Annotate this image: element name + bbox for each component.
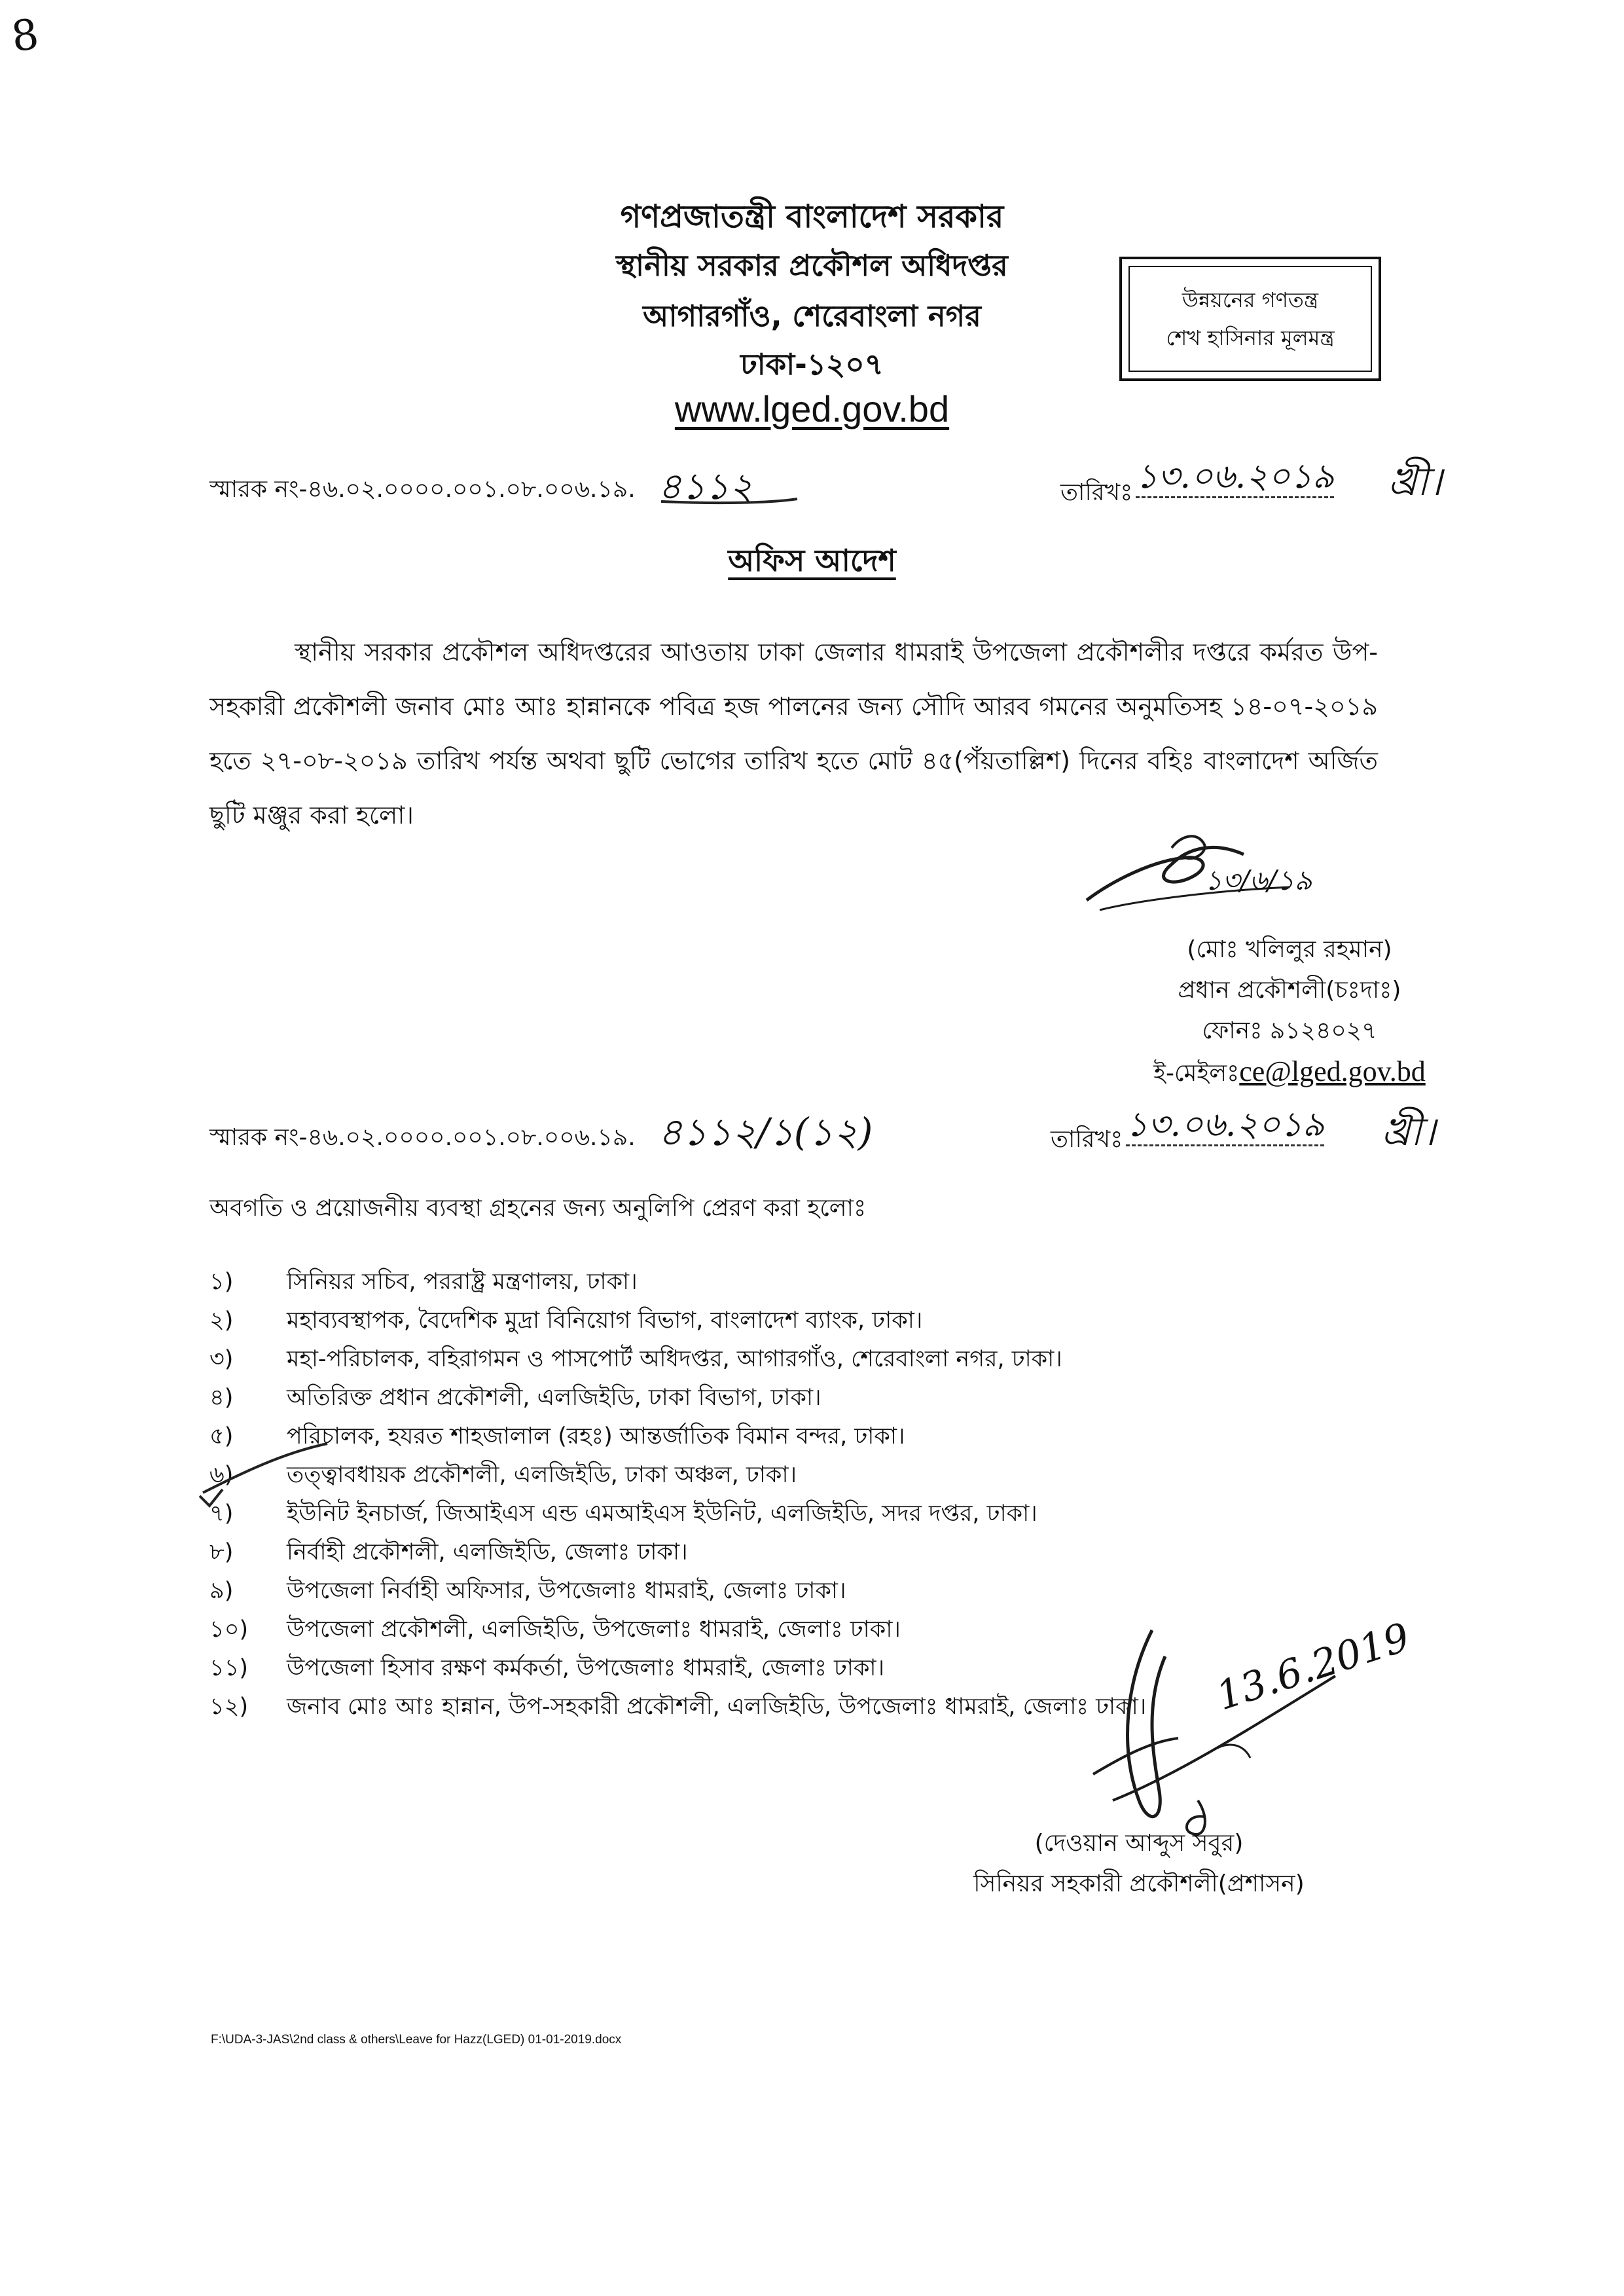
list-item-number: ৪): [209, 1385, 234, 1411]
list-item-text: নির্বাহী প্রকৌশলী, এলজিইডি, জেলাঃ ঢাকা।: [287, 1539, 688, 1565]
tick-marks: [183, 1434, 353, 1512]
list-item-number: ৮): [209, 1539, 234, 1565]
signature-2-date: 13.6.2019: [1211, 1614, 1416, 1720]
list-item-number: ২): [209, 1307, 234, 1334]
list-item-text: সিনিয়র সচিব, পররাষ্ট্র মন্ত্রণালয়, ঢাকা।: [287, 1269, 638, 1295]
signatory-2-block: [929, 1823, 1348, 1904]
signature-1-date: ১৩/৬/১৯: [1204, 864, 1312, 896]
list-item-text: জনাব মোঃ আঃ হান্নান, উপ-সহকারী প্রকৌশলী, এলজিইডি, উপজেলাঃ ধামরাই, জেলাঃ ঢাকা।: [287, 1694, 1147, 1720]
memo-date-label: তারিখঃ: [1060, 479, 1133, 506]
list-item-text: অতিরিক্ত প্রধান প্রকৌশলী, এলজিইডি, ঢাকা বিভাগ, ঢাকা।: [287, 1385, 821, 1411]
signatory-1-block: [1074, 930, 1506, 1094]
motto-line-2: শেখ হাসিনার মূলমন্ত্র: [1166, 325, 1335, 350]
memo2-date-label: তারিখঃ: [1051, 1126, 1123, 1153]
address-line: আগারগাঁও, শেরেবাংলা নগর: [643, 299, 981, 333]
department-title: স্থানীয় সরকার প্রকৌশল অধিদপ্তর: [616, 248, 1008, 283]
list-item-number: ১১): [209, 1655, 249, 1681]
memo2-date-handwritten: ১৩.০৬.২০১৯: [1126, 1105, 1324, 1146]
signatory-2-designation: সিনিয়র সহকারী প্রকৌশলী(প্রশাসন): [973, 1870, 1305, 1897]
city-line: ঢাকা-১২০৭: [740, 347, 884, 382]
memo2-date-suffix: খ্রী।: [1381, 1109, 1436, 1155]
memo-ref-handwritten: ৪১১২: [658, 465, 753, 508]
list-item-number: ৫): [209, 1423, 234, 1449]
list-item-text: উপজেলা প্রকৌশলী, এলজিইডি, উপজেলাঃ ধামরাই, জেলাঃ ঢাকা।: [287, 1616, 901, 1643]
govt-title: গণপ্রজাতন্ত্রী বাংলাদেশ সরকার: [620, 198, 1004, 235]
memo2-ref-handwritten: ৪১১২/১(১২): [658, 1110, 873, 1154]
motto-line-1: উন্নয়নের গণতন্ত্র: [1182, 287, 1319, 312]
memo2-ref-label: স্মারক নং-৪৬.০২.০০০০.০০১.০৮.০০৬.১৯.: [209, 1124, 636, 1151]
list-item-text: উপজেলা নির্বাহী অফিসার, উপজেলাঃ ধামরাই, জেলাঃ ঢাকা।: [287, 1578, 846, 1604]
order-body: স্থানীয় সরকার প্রকৌশল অধিদপ্তরের আওতায় ঢাকা জেলার ধামরাই উপজেলা প্রকৌশলীর দপ্তরে কর্মরত উপ-সহকারী প্রকৌশলী জনাব মোঃ আঃ হান্নানকে পবিত্র হজ পালনের জন্য সৌদি আরব গমনের অনুমতিসহ ১৪-০৭-২০১৯ হতে ২৭-০৮-২০১৯ তারিখ পর্যন্ত অথবা ছুটি ভোগের তারিখ হতে মোট ৪৫(পঁয়তাল্লিশ) দিনের বহিঃ বাংলাদেশ অর্জিত ছুটি মঞ্জুর করা হলো।: [209, 638, 1378, 829]
list-item-text: তত্ত্বাবধায়ক প্রকৌশলী, এলজিইডি, ঢাকা অঞ্চল, ঢাকা।: [287, 1462, 797, 1488]
list-item-number: ১): [209, 1269, 234, 1295]
memo-date-suffix: খ্রী।: [1388, 459, 1443, 505]
signatory-1-email[interactable]: ce@lged.gov.bd: [1239, 1055, 1426, 1087]
footer-file-path: F:\UDA-3-JAS\2nd class & others\Leave for Hazz(LGED) 01-01-2019.docx: [211, 2033, 622, 2047]
list-item-number: ১০): [209, 1616, 249, 1643]
distribution-intro: অবগতি ও প্রয়োজনীয় ব্যবস্থা গ্রহনের জন্য অনুলিপি প্রেরণ করা হলোঃ: [209, 1195, 867, 1222]
list-item-text: মহা-পরিচালক, বহিরাগমন ও পাসপোর্ট অধিদপ্তর, আগারগাঁও, শেরেবাংলা নগর, ঢাকা।: [287, 1346, 1062, 1372]
list-item-number: ৭): [209, 1501, 234, 1527]
list-item-number: ৩): [209, 1346, 234, 1372]
website-link[interactable]: www.lged.gov.bd: [674, 388, 950, 429]
order-title: অফিস আদেশ: [728, 543, 896, 578]
list-item-number: ১২): [209, 1694, 249, 1720]
list-item-text: পরিচালক, হযরত শাহজালাল (রহঃ) আন্তর্জাতিক বিমান বন্দর, ঢাকা।: [287, 1423, 905, 1449]
signatory-2-name: (দেওয়ান আব্দুস সবুর): [1034, 1830, 1244, 1857]
list-item-number: ৯): [209, 1578, 234, 1604]
memo-date-handwritten: ১৩.০৬.২০১৯: [1136, 457, 1334, 498]
signatory-1-designation: প্রধান প্রকৌশলী(চঃদাঃ): [1178, 977, 1401, 1004]
list-item-text: উপজেলা হিসাব রক্ষণ কর্মকর্তা, উপজেলাঃ ধামরাই, জেলাঃ ঢাকা।: [287, 1655, 885, 1681]
list-item-text: ইউনিট ইনচার্জ, জিআইএস এন্ড এমআইএস ইউনিট, এলজিইডি, সদর দপ্তর, ঢাকা।: [287, 1501, 1038, 1527]
memo-ref-label: স্মারক নং-৪৬.০২.০০০০.০০১.০৮.০০৬.১৯.: [209, 476, 636, 503]
signatory-1-name: (মোঃ খলিলুর রহমান): [1187, 936, 1392, 963]
list-item-number: ৬): [209, 1462, 234, 1488]
signatory-1-email-label: ই-মেইলঃ: [1153, 1060, 1240, 1087]
page-number-mark: 8: [9, 10, 42, 62]
signatory-1-phone: ফোনঃ ৯১২৪০২৭: [1202, 1017, 1377, 1044]
list-item-text: মহাব্যবস্থাপক, বৈদেশিক মুদ্রা বিনিয়োগ বিভাগ, বাংলাদেশ ব্যাংক, ঢাকা।: [287, 1307, 923, 1334]
